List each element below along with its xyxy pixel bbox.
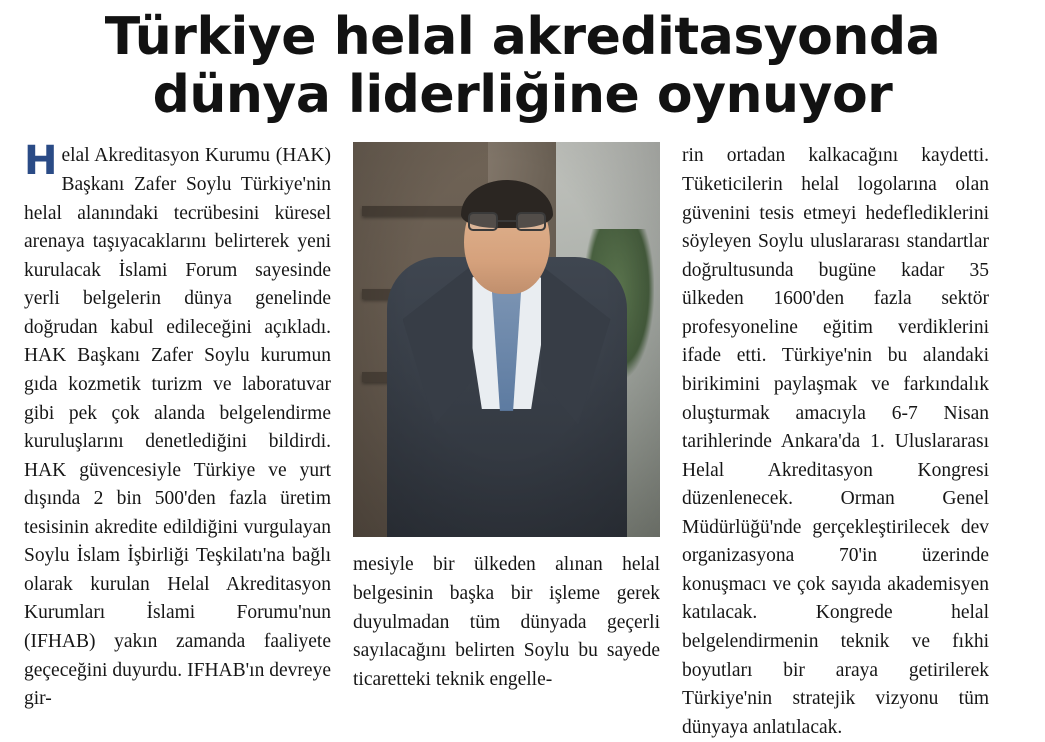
- article-photo: [353, 142, 660, 537]
- photo-vignette: [353, 142, 660, 537]
- column-1-text: elal Akreditasyon Kurumu (HAK) Başkanı Zafer Soylu Türkiye'nin helal alanındaki tecrübesini küresel arenaya taşıyacaklarını belirterek yeni kurulacak İslami Forum sayesinde yerli belgelerin dünya genelinde doğrudan kabul edileceğini açıkladı. HAK Başkanı Zafer Soylu kurumun gıda kozmetik turizm ve laboratuvar gibi pek çok alanda belgelendirme kuruluşlarını denetlediğini bildirdi. HAK güvencesiyle Türkiye ve yurt dışında 2 bin 500'den fazla üretim tesisinin akredite edildiğini vurgulayan Soylu İslam İşbirliği Teşkilatı'na bağlı olarak kurulan Helal Akreditasyon Kurumları İslami Forumu'nun (IFHAB) yakın zamanda faaliyete geçeceğini duyurdu. IFHAB'ın devreye gir-: [24, 145, 331, 710]
- article-column-3: [682, 142, 989, 742]
- article-column-1: [24, 138, 331, 742]
- headline-line-1: Türkiye helal akreditasyonda: [104, 7, 941, 67]
- page-title: [0, 0, 1045, 124]
- drop-cap: H: [24, 138, 58, 185]
- photo-canvas: [353, 142, 660, 537]
- article-column-2: [353, 142, 660, 742]
- article-columns: [0, 138, 1045, 742]
- headline-line-2: dünya liderliğine oynuyor: [152, 65, 893, 126]
- column-2-text: mesiyle bir ülkeden alınan helal belgesinin başka bir işleme gerek duyulmadan tüm dünyada geçerli sayılacağını belirten Soylu bu sayede ticaretteki teknik engelle-: [353, 554, 660, 690]
- column-3-text: rin ortadan kalkacağını kaydetti. Tüketicilerin helal logolarına olan güvenini tesis etmeyi hedeflediklerini söyleyen Soylu uluslararası standartlar doğrultusunda bugüne kadar 35 ülkeden 1600'den fazla sektör profesyoneline eğitim verdiklerini ifade etti. Türkiye'nin bu alandaki birikimini paylaşmak ve farkındalık oluşturmak amacıyla 6-7 Nisan tarihlerinde Ankara'da 1. Uluslararası Helal Akreditasyon Kongresi düzenlenecek. Orman Genel Müdürlüğü'nde gerçekleştirilecek dev organizasyona 70'in üzerinde konuşmacı ve çok sayıda akademisyen katılacak. Kongrede helal belgelendirmenin teknik ve fıkhi boyutları bir araya getirilerek Türkiye'nin stratejik vizyonu tüm dünyaya anlatılacak.: [682, 145, 989, 738]
- column-3-body: [682, 142, 989, 742]
- column-2-body: [353, 551, 660, 694]
- column-1-body: [24, 138, 331, 713]
